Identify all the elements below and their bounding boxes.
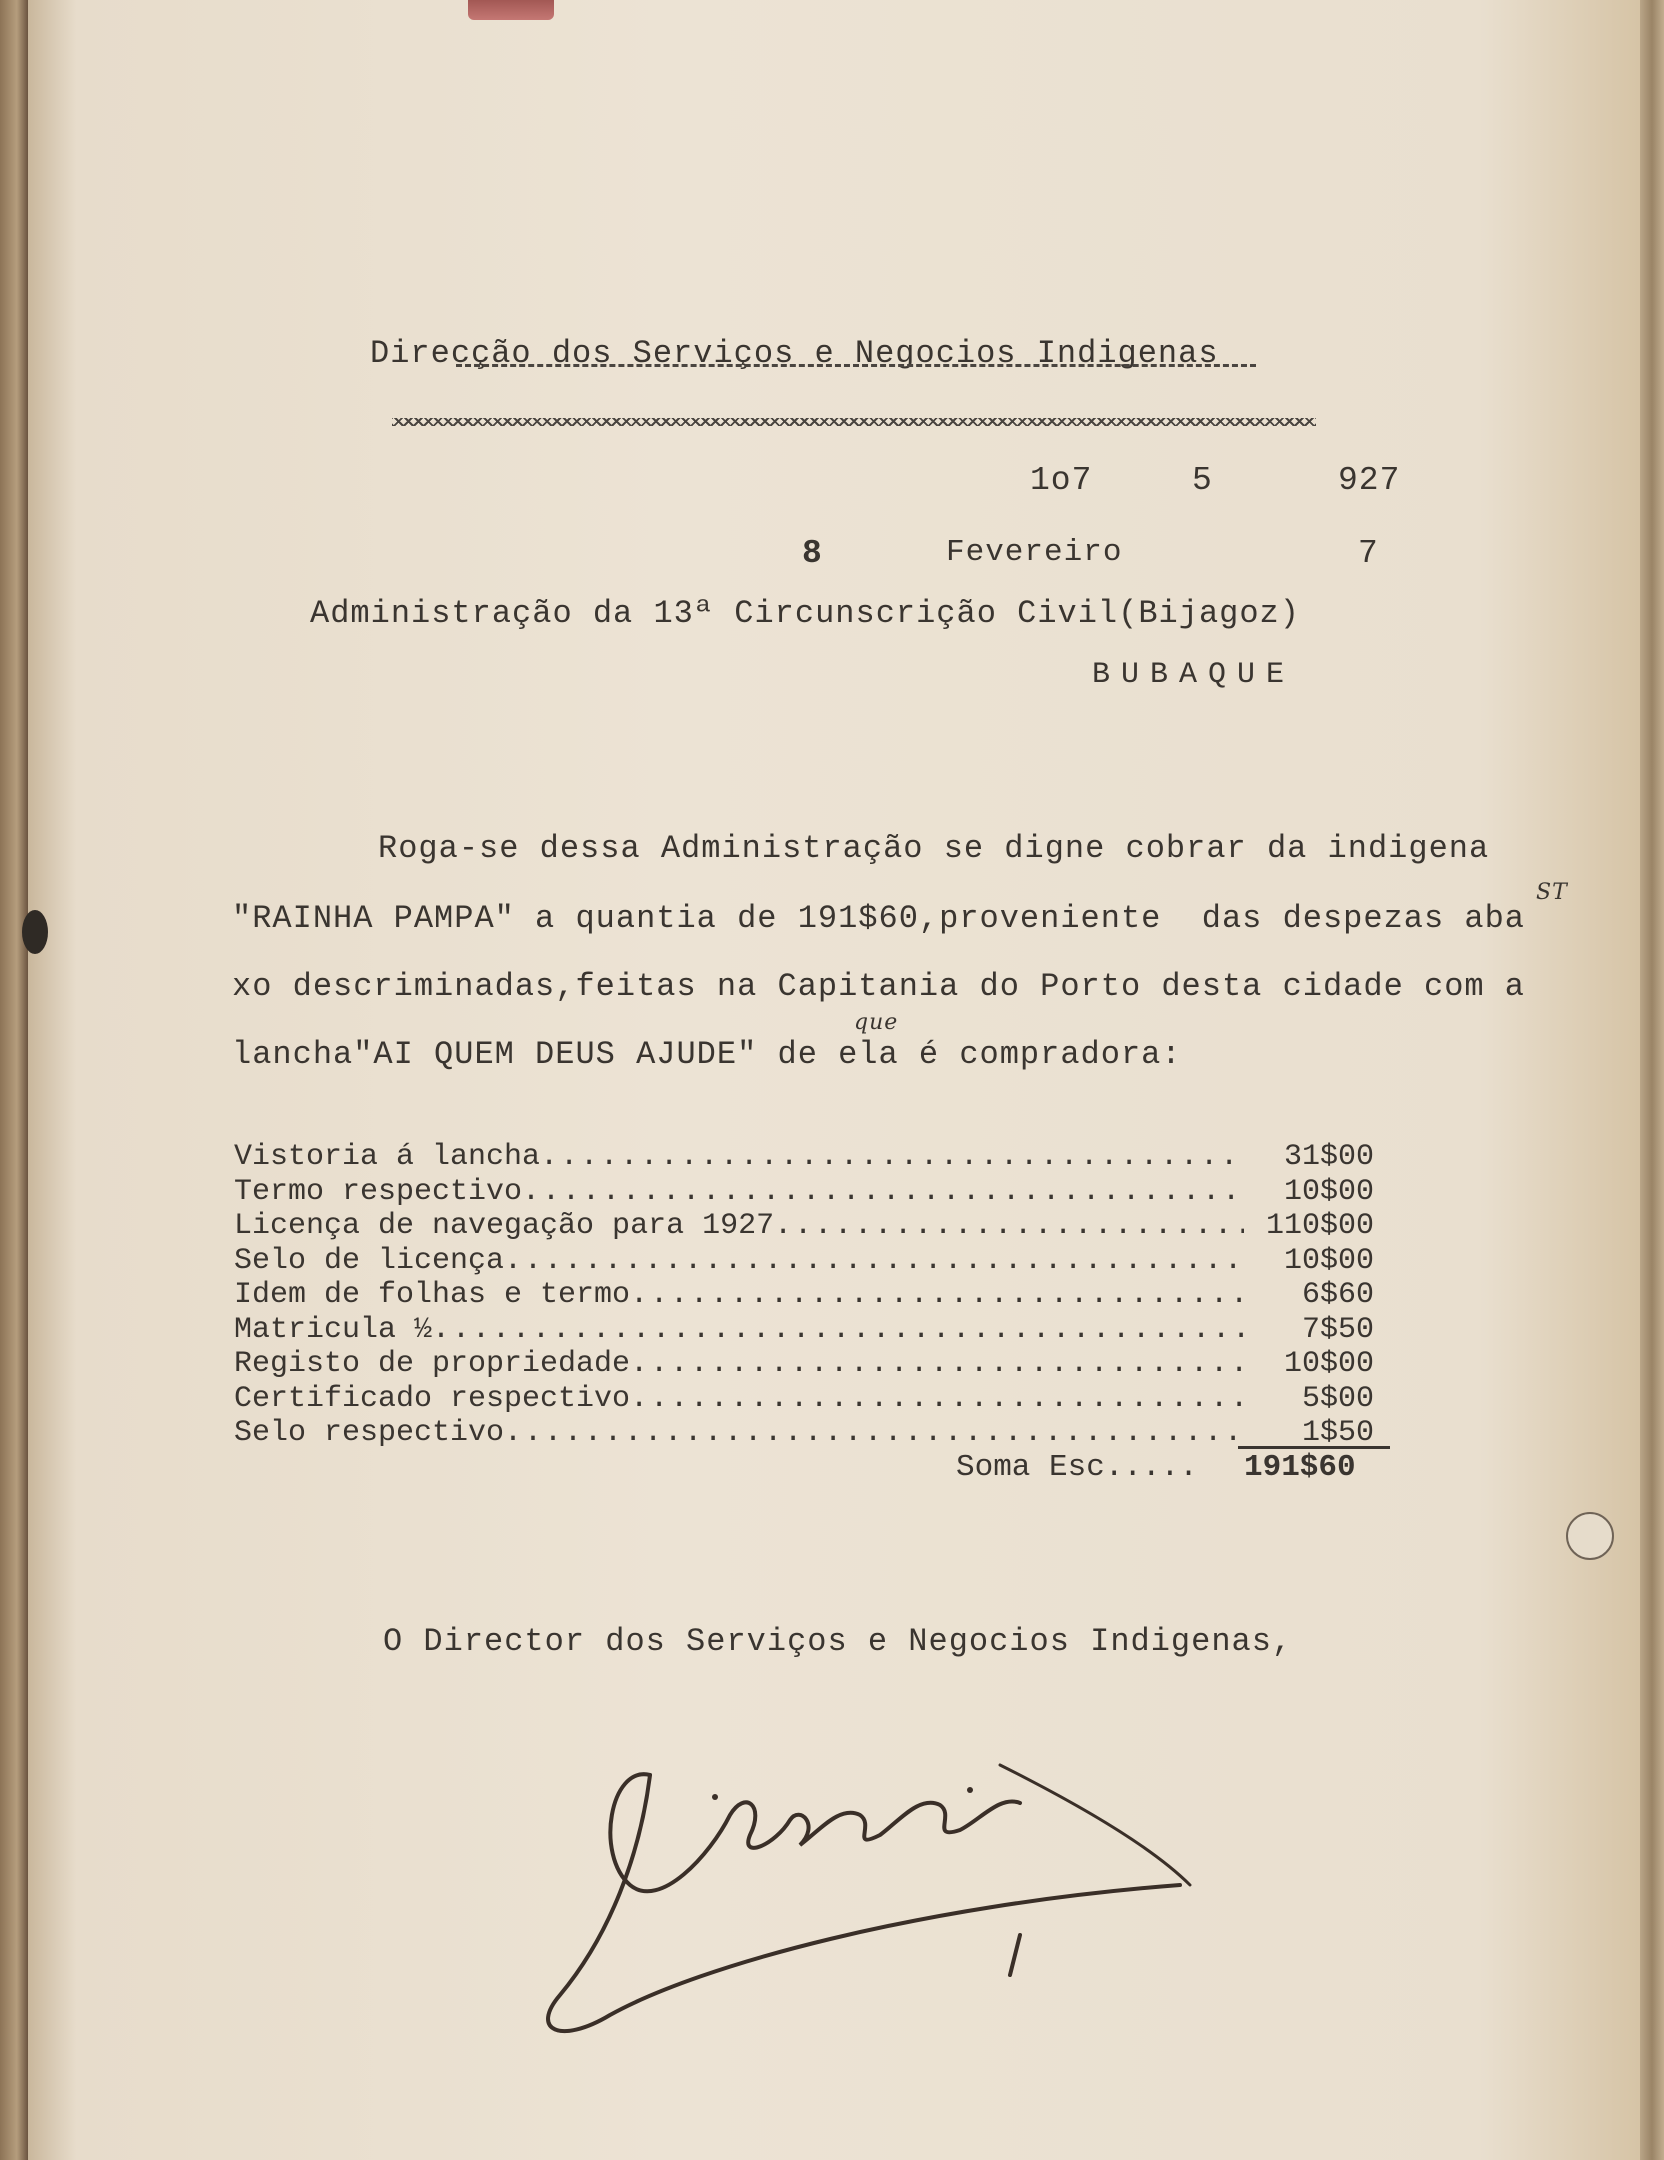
handwritten-annotation-st: ST (1536, 880, 1568, 905)
book-binding-left (0, 0, 28, 2160)
leader-dots (630, 1278, 1244, 1312)
expense-value: 7$50 (1301, 1312, 1374, 1347)
leader-dots (522, 1175, 1244, 1209)
expense-label: Certificado respectivo (234, 1381, 631, 1416)
expense-list (234, 1140, 1374, 1451)
struck-out-line (392, 418, 1316, 426)
handwritten-signature (500, 1735, 1220, 2055)
expense-item (234, 1244, 1374, 1279)
leader-dots (630, 1347, 1244, 1381)
expense-label: Idem de folhas e termo (234, 1278, 631, 1312)
date-day: 8 (802, 535, 823, 572)
expense-label: Licença de navegação para 1927 (234, 1209, 775, 1243)
expense-item (234, 1209, 1374, 1244)
leader-dots (774, 1209, 1244, 1243)
expense-value: 10$00 (1283, 1347, 1374, 1381)
expense-item (234, 1416, 1374, 1451)
expense-label: Termo respectivo (234, 1174, 523, 1209)
leader-dots (630, 1382, 1244, 1416)
expense-value: 10$00 (1283, 1243, 1374, 1278)
leader-dots (504, 1416, 1244, 1450)
ink-blot (22, 910, 48, 954)
reference-number: 1o7 (1030, 462, 1093, 499)
expense-label: Matricula ½ (234, 1312, 433, 1347)
expense-value: 1$50 (1301, 1416, 1374, 1450)
expense-label: Selo de licença (234, 1243, 505, 1278)
expense-label: Selo respectivo (234, 1416, 505, 1450)
expense-value: 6$60 (1301, 1278, 1374, 1312)
date-month: Fevereiro (946, 535, 1123, 570)
expense-item (234, 1175, 1374, 1210)
book-binding-right (1640, 0, 1664, 2160)
expense-label: Vistoria á lancha (234, 1140, 541, 1174)
addressee-line: Administração da 13ª Circunscrição Civil(Bijagoz) (310, 595, 1300, 632)
expense-value: 5$00 (1301, 1381, 1374, 1416)
body-line-2: "RAINHA PAMPA" a quantia de 191$60,proveniente das despezas aba (232, 900, 1525, 937)
punch-hole (1566, 1512, 1614, 1560)
leader-dots (432, 1313, 1244, 1347)
expense-value: 110$00 (1265, 1209, 1374, 1243)
total-value: 191$60 (1244, 1450, 1356, 1485)
handwritten-annotation-que: que (854, 1010, 899, 1035)
title-underline (456, 364, 1256, 367)
body-line-3: xo descriminadas,feitas na Capitania do Porto desta cidade com a (232, 968, 1525, 1005)
total-label: Soma Esc..... (956, 1450, 1198, 1485)
date-year: 7 (1358, 535, 1379, 572)
expense-label: Registo de propriedade (234, 1347, 631, 1381)
expense-value: 10$00 (1283, 1174, 1374, 1209)
expense-item (234, 1140, 1374, 1175)
expense-item (234, 1313, 1374, 1348)
body-line-4: lancha"AI QUEM DEUS AJUDE" de ela é compradora: (232, 1036, 1182, 1073)
addressee-place: BUBAQUE (1092, 658, 1296, 692)
total-rule (1238, 1446, 1390, 1449)
leader-dots (540, 1140, 1244, 1174)
expense-item (234, 1347, 1374, 1382)
bookmark-ribbon (468, 0, 554, 20)
expense-item (234, 1278, 1374, 1313)
signatory-title: O Director dos Serviços e Negocios Indigenas, (383, 1623, 1293, 1660)
expense-value: 31$00 (1283, 1140, 1374, 1174)
reference-year: 927 (1338, 462, 1401, 499)
letterhead-title: Direcção dos Serviços e Negocios Indigenas (370, 335, 1219, 372)
expense-item (234, 1382, 1374, 1417)
leader-dots (504, 1244, 1244, 1278)
reference-section: 5 (1192, 462, 1213, 499)
body-line-1: Roga-se dessa Administração se digne cobrar da indigena (378, 830, 1490, 867)
